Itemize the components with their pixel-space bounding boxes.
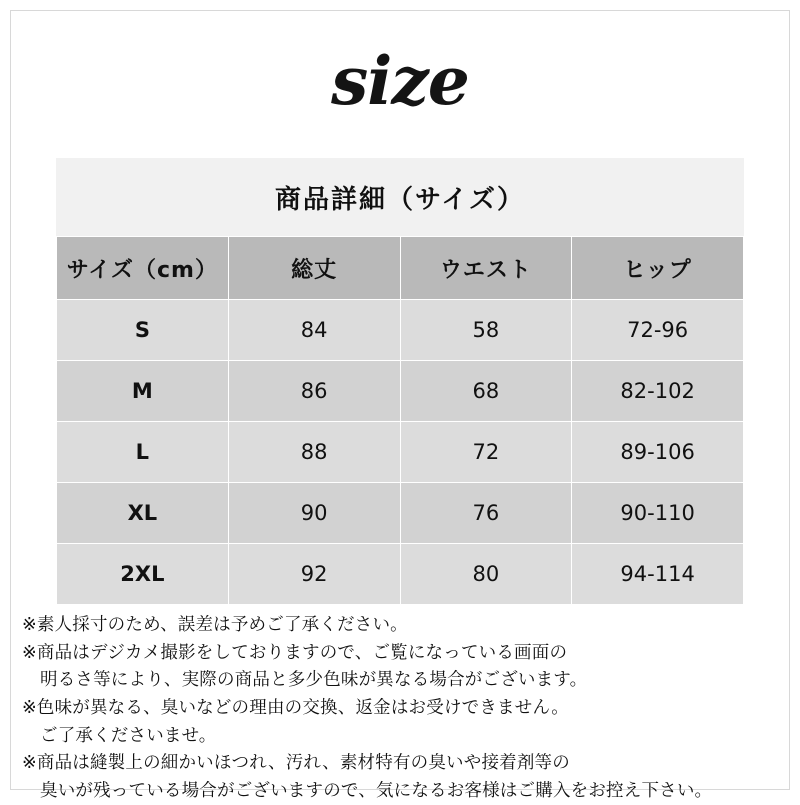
table-row (57, 422, 744, 483)
cell-hip: 72-96 (572, 300, 744, 361)
table-header-row (57, 237, 744, 300)
size-table-block (56, 158, 744, 605)
note-line: 臭いが残っている場合がございますので、気になるお客様はご購入をお控え下さい。 (40, 780, 713, 801)
cell-waist: 58 (400, 300, 572, 361)
cell-waist: 68 (400, 361, 572, 422)
cell-size: 2XL (57, 544, 229, 605)
note-line: ご了承くださいませ。 (40, 725, 217, 746)
cell-hip: 94-114 (572, 544, 744, 605)
note-line: ※商品は縫製上の細かいほつれ、汚れ、素材特有の臭いや接着剤等の (22, 753, 570, 774)
column-header-size: サイズ（cm） (57, 237, 229, 300)
table-row (57, 361, 744, 422)
table-heading: 商品詳細（サイズ） (56, 158, 744, 236)
column-header-hip: ヒップ (572, 237, 744, 300)
cell-length: 84 (228, 300, 400, 361)
disclaimer-notes (22, 612, 782, 805)
note-line: ※素人採寸のため、誤差は予めご了承ください。 (22, 615, 408, 635)
page-title: size (331, 42, 469, 120)
cell-length: 90 (228, 483, 400, 544)
cell-size: M (57, 361, 229, 422)
size-table (56, 236, 744, 605)
cell-waist: 72 (400, 422, 572, 483)
table-row (57, 300, 744, 361)
cell-hip: 89-106 (572, 422, 744, 483)
cell-waist: 76 (400, 483, 572, 544)
column-header-length: 総丈 (228, 237, 400, 300)
note-line: 明るさ等により、実際の商品と多少色味が異なる場合がございます。 (40, 670, 588, 691)
note-line: ※色味が異なる、臭いなどの理由の交換、返金はお受けできません。 (22, 697, 569, 718)
table-header (57, 237, 744, 300)
cell-length: 88 (228, 422, 400, 483)
cell-hip: 82-102 (572, 361, 744, 422)
table-row (57, 544, 744, 605)
cell-length: 92 (228, 544, 400, 605)
cell-size: L (57, 422, 229, 483)
column-header-waist: ウエスト (400, 237, 572, 300)
cell-length: 86 (228, 361, 400, 422)
cell-size: S (57, 300, 229, 361)
table-row (57, 483, 744, 544)
cell-hip: 90-110 (572, 483, 744, 544)
cell-size: XL (57, 483, 229, 544)
table-body (57, 300, 744, 605)
note-line: ※商品はデジカメ撮影をしておりますので、ご覧になっている画面の (22, 642, 568, 663)
cell-waist: 80 (400, 544, 572, 605)
